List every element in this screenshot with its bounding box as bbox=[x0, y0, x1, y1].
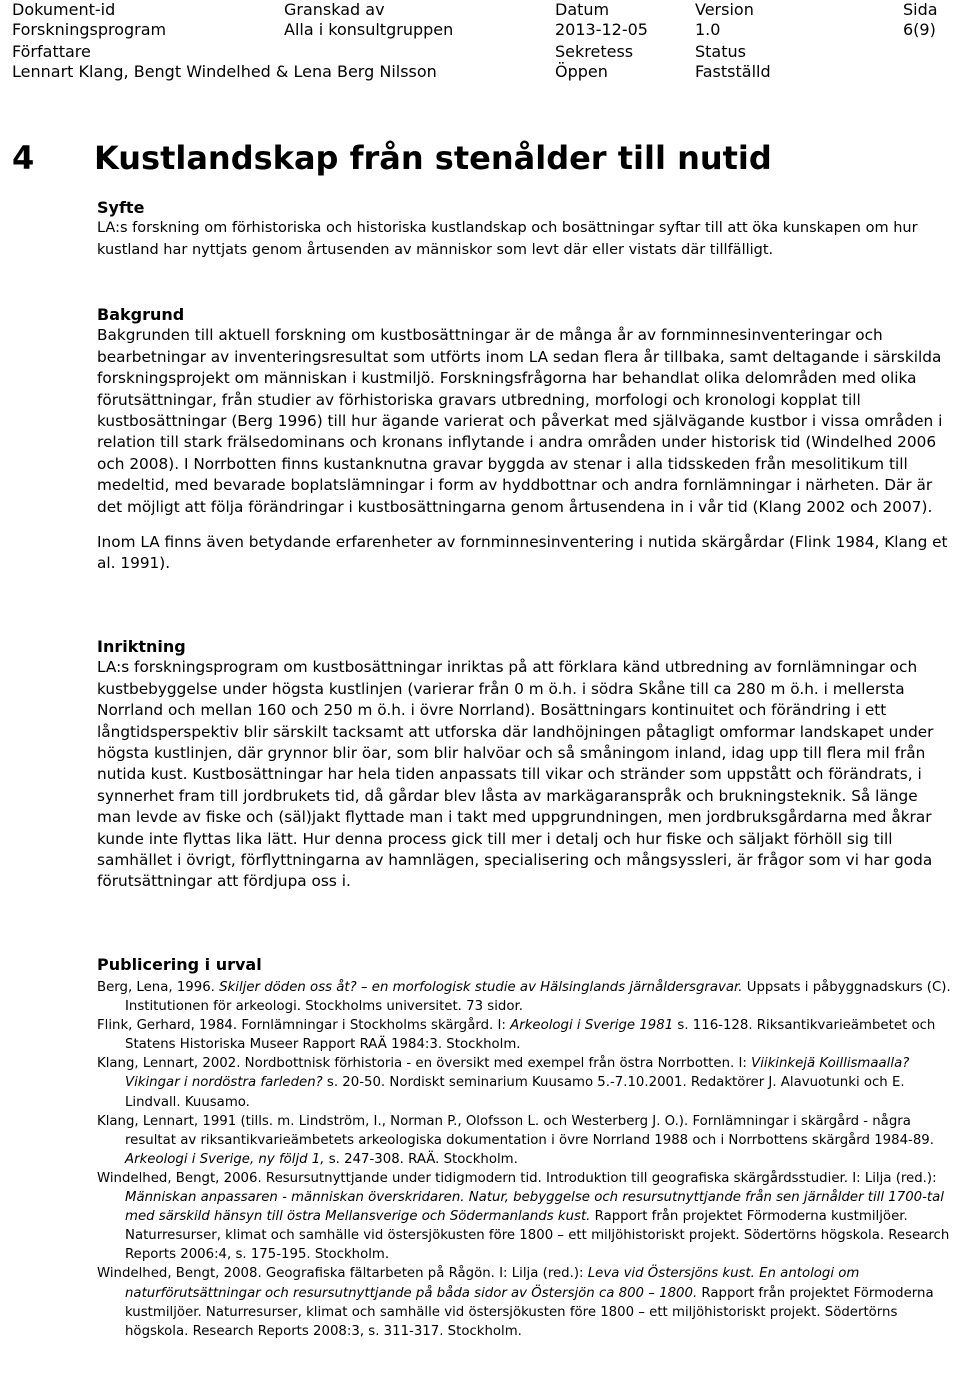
section-title-text: Kustlandskap från stenålder till nutid bbox=[94, 139, 772, 177]
reference-title: Leva vid Östersjöns kust. En antologi om naturförutsättningar och resursutnyttjande på båda sidor av Östersjön ca 800 – 1800. bbox=[125, 1266, 860, 1301]
bakgrund-heading: Bakgrund bbox=[97, 305, 185, 324]
header-status-value: Fastställd bbox=[695, 62, 771, 81]
reference-title: Arkeologi i Sverige, ny följd 1, bbox=[125, 1151, 325, 1167]
section-number: 4 bbox=[12, 139, 35, 177]
inriktning-heading: Inriktning bbox=[97, 637, 186, 656]
header-author-value: Lennart Klang, Bengt Windelhed & Lena Berg Nilsson bbox=[12, 62, 437, 81]
reference-text: Klang, Lennart, 1991 (tills. m. Lindström, I., Norman P., Olofsson L. och Westerberg J. O.). Fornlämningar i skärgård - några resultat av riksantikvarieämbetets arkeologiska dokumentation i övre Norrland 1988 och i Norrbottens skärgård 1984-89. bbox=[97, 1113, 934, 1148]
reference-title: Viikinkejä Koillismaalla? Vikingar i nordöstra farleden? bbox=[125, 1056, 910, 1091]
header-date bbox=[555, 0, 648, 40]
reference-text: Klang, Lennart, 2002. Nordbottnisk förhistoria - en översikt med exempel från östra Norrbotten. I: bbox=[97, 1056, 752, 1072]
header-page bbox=[903, 0, 938, 40]
reference-title: Människan anpassaren - människan överskridaren. Natur, bebyggelse och resursutnyttjande från sen järnålder till 1700-tal med särskild hänsyn till östra Mellansverige och Södermanlands kust. bbox=[125, 1190, 944, 1225]
reference-text: Rapport från projektet Förmoderna kustmiljöer. Naturresurser, klimat och samhälle vid östersjökusten före 1800 – ett miljöhistoriskt projekt. Södertörns högskola. Research Reports 2006:4, s. 175-195. Stockholm. bbox=[125, 1209, 950, 1263]
reference-text: s. 247-308. RAÄ. Stockholm. bbox=[324, 1151, 518, 1167]
reference-item bbox=[97, 1169, 957, 1264]
bakgrund-paragraph-2: Inom LA finns även betydande erfarenheter av fornminnesinventering i nutida skärgårdar (Flink 1984, Klang et al. 1991). bbox=[97, 533, 948, 573]
reference-text: Windelhed, Bengt, 2008. Geografiska fältarbeten på Rågön. I: Lilja (red.): bbox=[97, 1266, 588, 1282]
reference-text: Rapport från projektet Förmoderna kustmiljöer. Naturresurser, klimat och samhälle vid östersjökusten före 1800 – ett miljöhistoriskt projekt. Södertörns högskola. Research Reports 2008:3, s. 311-317. Stockholm. bbox=[125, 1285, 934, 1339]
header-status bbox=[695, 42, 771, 82]
header-doc-id-value: Forskningsprogram bbox=[12, 20, 167, 39]
header-version-value: 1.0 bbox=[695, 20, 721, 39]
header-reviewed-label: Granskad av bbox=[284, 0, 385, 19]
reference-item bbox=[97, 1112, 957, 1169]
header-version-label: Version bbox=[695, 0, 754, 19]
reference-text: Berg, Lena, 1996. bbox=[97, 980, 220, 995]
header-author bbox=[12, 42, 437, 82]
header-secrecy bbox=[555, 42, 633, 82]
document-header bbox=[0, 0, 960, 90]
header-secrecy-label: Sekretess bbox=[555, 42, 634, 61]
reference-title: Arkeologi i Sverige 1981 bbox=[510, 1018, 674, 1034]
bakgrund-section bbox=[97, 304, 955, 575]
reference-item bbox=[97, 1264, 957, 1340]
syfte-heading: Syfte bbox=[97, 198, 145, 217]
reference-title: Skiljer döden oss åt? – en morfologisk studie av Hälsinglands järnåldersgravar. bbox=[219, 980, 743, 995]
header-doc-id-label: Dokument-id bbox=[12, 0, 116, 19]
header-date-value: 2013-12-05 bbox=[555, 20, 648, 39]
publicering-section bbox=[97, 955, 957, 1341]
header-page-value: 6(9) bbox=[903, 20, 936, 39]
publicering-heading: Publicering i urval bbox=[97, 955, 262, 974]
syfte-text: LA:s forskning om förhistoriska och historiska kustlandskap och bosättningar syftar till att öka kunskapen om hur kustland har nyttjats genom årtusenden av människor som levt där eller vistats där tillfälligt. bbox=[97, 220, 918, 258]
reference-item bbox=[97, 1054, 957, 1111]
header-page-label: Sida bbox=[903, 0, 938, 19]
reference-item bbox=[97, 978, 957, 1016]
bakgrund-paragraph-1: Bakgrunden till aktuell forskning om kustbosättningar är de många år av fornminnesinventeringar och bearbetningar av inventeringsresultat som utförts inom LA sedan flera år tillbaka, samt deltagande i särskilda forskningsprojekt om människan i kustmiljö. Forskningsfrågorna har behandlat olika delområden med olika förutsättningar, från studier av förhistoriska gravars utbredning, morfologi och kronologi kopplat till kustbosättningar (Berg 1996) till hur ägande varierat och påverkat med självägande kustbor i vissa områden i relation till stark frälsedominans och kronans inflytande i andra områden under historisk tid (Windelhed 2006 och 2008). I Norrbotten finns kustanknutna gravar byggda av stenar i alla tidsskeden från mesolitikum till medeltid, med bevarade boplatslämningar i form av hyddbottnar och andra fornlämningar i närheten. Där är det möjligt att följa förändringar i kustbosättningarna genom årtusendena in i vår tid (Klang 2002 och 2007). bbox=[97, 326, 943, 516]
section-title bbox=[12, 138, 772, 178]
header-reviewed bbox=[284, 0, 453, 40]
inriktning-section bbox=[97, 636, 955, 893]
syfte-section bbox=[97, 197, 955, 261]
reference-text: s. 116-128. Riksantikvarieämbetet och Statens Historiska Museer Rapport RAÄ 1984:3. Stockholm. bbox=[125, 1018, 936, 1053]
reference-item bbox=[97, 1016, 957, 1054]
header-secrecy-value: Öppen bbox=[555, 62, 608, 81]
header-author-label: Författare bbox=[12, 42, 91, 61]
header-date-label: Datum bbox=[555, 0, 610, 19]
reference-text: Flink, Gerhard, 1984. Fornlämningar i Stockholms skärgård. I: bbox=[97, 1018, 511, 1034]
header-version bbox=[695, 0, 754, 40]
header-reviewed-value: Alla i konsultgruppen bbox=[284, 20, 454, 39]
reference-list bbox=[97, 978, 957, 1341]
header-doc-id bbox=[12, 0, 166, 40]
reference-text: Uppsats i påbyggnadskurs (C). Institutionen för arkeologi. Stockholms universitet. 73 sidor. bbox=[125, 980, 951, 1015]
reference-text: Windelhed, Bengt, 2006. Resursutnyttjande under tidigmodern tid. Introduktion till geografiska skärgårdsstudier. I: Lilja (red.): bbox=[97, 1170, 937, 1186]
inriktning-text: LA:s forskningsprogram om kustbosättningar inriktas på att förklara känd utbredning av fornlämningar och kustbebyggelse under högsta kustlinjen (varierar från 0 m ö.h. i södra Skåne till ca 280 m ö.h. i mellersta Norrland och mellan 160 och 250 m ö.h. i övre Norrland). Bosättningars kontinuitet och förändring i ett långtidsperspektiv blir särskilt tacksamt att utforska där landhöjningen påtagligt omformar landskapet under högsta kustlinjen, där grynnor blir öar, som blir halvöar och så småningom inland, idag upp till flera mil från nutida kust. Kustbosättningar har hela tiden anpassats till vikar och stränder som uppstått och förändrats, i synnerhet fram till jordbrukets tid, då gårdar blev låsta av markägaranspråk och brukningsteknik. Så länge man levde av fiske och (säl)jakt flyttade man i takt med uppgrundningen, men jordbruksgårdarna med åkrar kunde inte flyttas lika lätt. Hur denna process gick till mer i detalj och hur fiske och säljakt förhöll sig till samhället i övrigt, förflyttningarna av hamnlägen, specialisering och mångsyssleri, är frågor som vi har goda förutsättningar att fördjupa oss i. bbox=[97, 658, 934, 891]
reference-text: s. 20-50. Nordiskt seminarium Kuusamo 5.-7.10.2001. Redaktörer J. Alavuotunki och E. Lindvall. Kuusamo. bbox=[125, 1075, 905, 1110]
header-status-label: Status bbox=[695, 42, 746, 61]
